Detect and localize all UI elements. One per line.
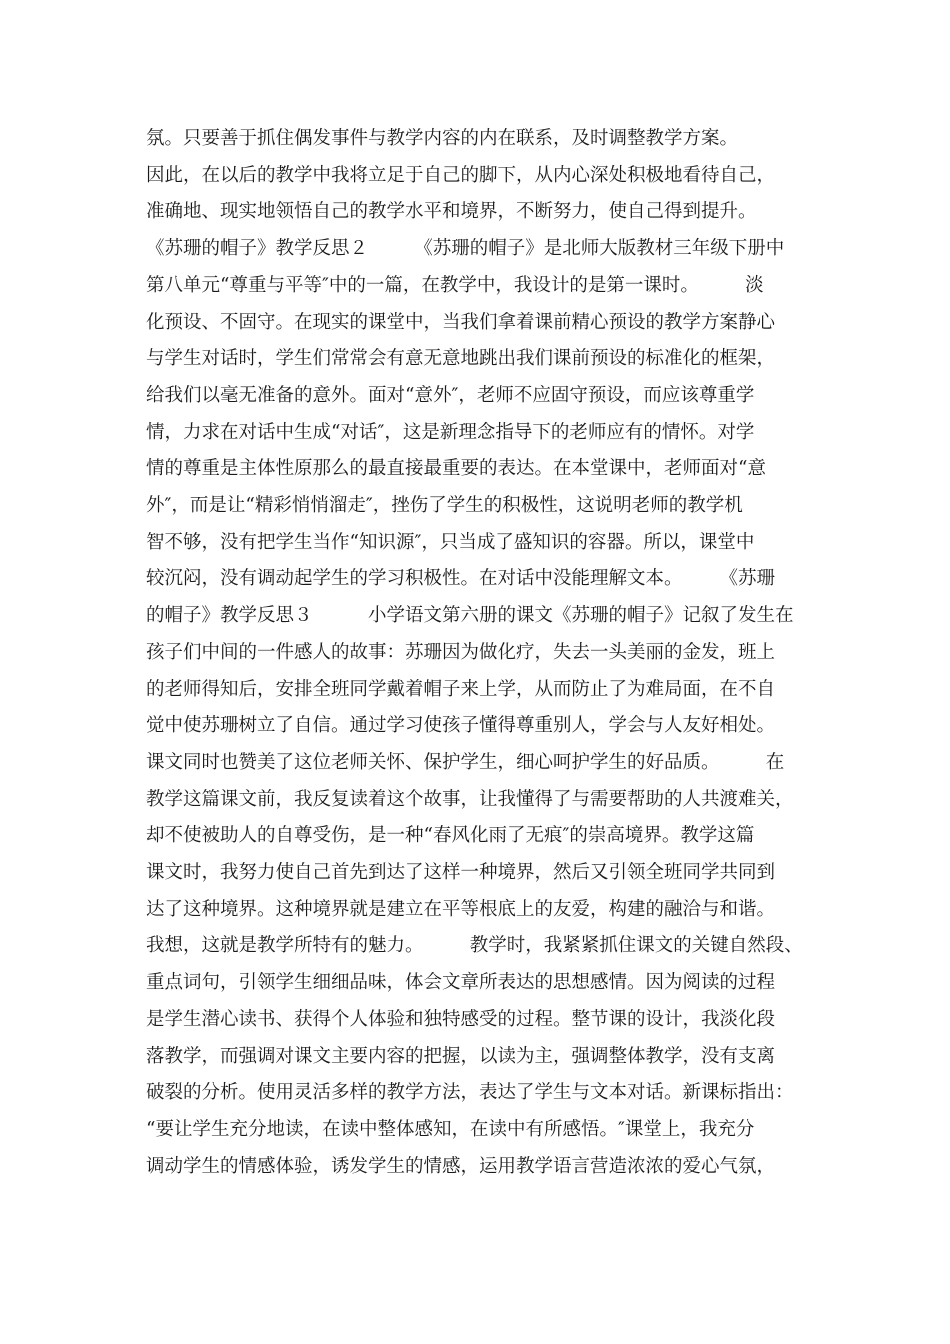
text-line: 《苏珊的帽子》教学反思２ 《苏珊的帽子》是北师大版教材三年级下册中: [146, 238, 785, 260]
text-line: “要让学生充分地读，在读中整体感知，在读中有所感悟。″课堂上，我充分: [146, 1118, 755, 1140]
text-line: 我想，这就是教学所特有的魅力。 教学时，我紧紧抓住课文的关键自然段、: [146, 935, 803, 957]
text-line: 准确地、现实地领悟自己的教学水平和境界，不断努力，使自己得到提升。: [146, 201, 757, 223]
text-line: 与学生对话时，学生们常常会有意无意地跳出我们课前预设的标准化的框架，: [146, 348, 776, 370]
text-line: 落教学，而强调对课文主要内容的把握，以读为主，强调整体教学，没有支离: [146, 1045, 776, 1067]
text-line: 是学生潜心读书、获得个人体验和独特感受的过程。整节课的设计，我淡化段: [146, 1008, 776, 1030]
text-line: 觉中使苏珊树立了自信。通过学习使孩子懂得尊重别人，学会与人友好相处。: [146, 715, 776, 737]
text-line: 调动学生的情感体验，诱发学生的情感，运用教学语言营造浓浓的爱心气氛，: [146, 1155, 776, 1177]
text-line: 情，力求在对话中生成“对话″，这是新理念指导下的老师应有的情怀。对学: [146, 421, 755, 443]
text-line: 达了这种境界。这种境界就是建立在平等根底上的友爱，构建的融洽与和谐。: [146, 898, 776, 920]
text-line: 的老师得知后，安排全班同学戴着帽子来上学，从而防止了为难局面，在不自: [146, 678, 776, 700]
text-line: 教学这篇课文前，我反复读着这个故事，让我懂得了与需要帮助的人共渡难关，: [146, 788, 794, 810]
text-line: 却不使被助人的自尊受伤，是一种“春风化雨了无痕″的崇高境界。教学这篇: [146, 825, 755, 847]
text-line: 孩子们中间的一件感人的故事：苏珊因为做化疗，失去一头美丽的金发，班上: [146, 641, 776, 663]
text-line: 给我们以毫无准备的意外。面对“意外″，老师不应固守预设，而应该尊重学: [146, 384, 755, 406]
text-line: 破裂的分析。使用灵活多样的教学方法，表达了学生与文本对话。新课标指出：: [146, 1082, 794, 1104]
text-line: 课文同时也赞美了这位老师关怀、保护学生，细心呵护学生的好品质。 在: [146, 751, 785, 773]
text-line: 情的尊重是主体性原那么的最直接最重要的表达。在本堂课中，老师面对“意: [146, 458, 766, 480]
text-line: 的帽子》教学反思３ 小学语文第六册的课文《苏珊的帽子》记叙了发生在: [146, 605, 794, 627]
text-line: 化预设、不固守。在现实的课堂中，当我们拿着课前精心预设的教学方案静心: [146, 311, 776, 333]
text-line: 课文时，我努力使自己首先到达了这样一种境界，然后又引领全班同学共同到: [146, 862, 776, 883]
text-line: 较沉闷，没有调动起学生的学习积极性。在对话中没能理解文本。 《苏珊: [146, 568, 776, 590]
text-line: 第八单元“尊重与平等″中的一篇，在教学中，我设计的是第一课时。 淡: [146, 274, 764, 296]
text-line: 智不够，没有把学生当作“知识源″，只当成了盛知识的容器。所以，课堂中: [146, 531, 755, 553]
text-line: 氛。只要善于抓住偶发事件与教学内容的内在联系，及时调整教学方案。: [146, 128, 739, 149]
text-line: 因此，在以后的教学中我将立足于自己的脚下，从内心深处积极地看待自己，: [146, 164, 776, 186]
text-line: 外″，而是让“精彩悄悄溜走″，挫伤了学生的积极性，这说明老师的教学机: [146, 495, 743, 516]
text-line: 重点词句，引领学生细细品味，体会文章所表达的思想感情。因为阅读的过程: [146, 972, 776, 994]
